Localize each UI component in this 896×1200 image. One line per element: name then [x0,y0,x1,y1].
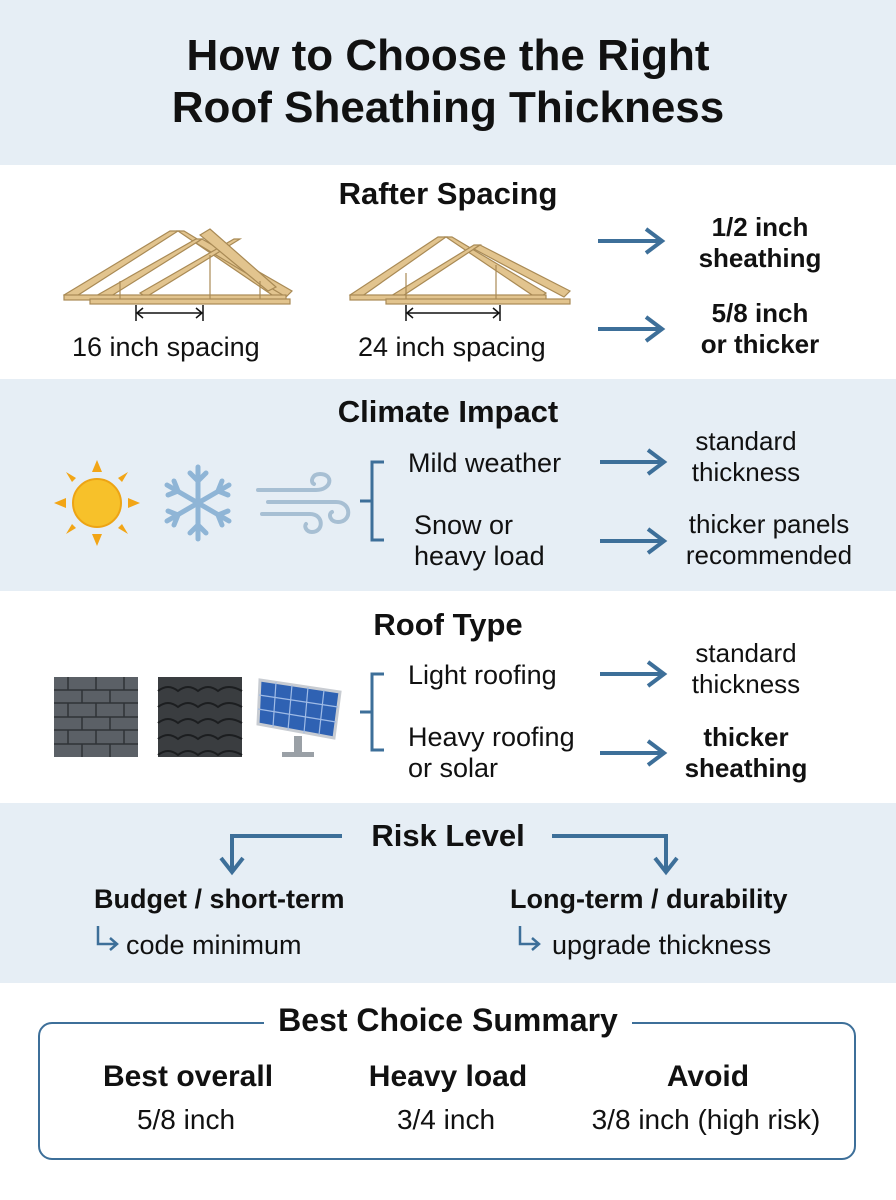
spacing-16-label: 16 inch spacing [72,332,260,362]
wind-icon [254,470,354,540]
rafter-result-2-line-1: 5/8 inch [711,298,809,328]
roof-result-1-line-1: standard [695,638,797,668]
climate-result-2 [664,509,874,571]
rafter-result-2 [680,298,840,360]
roof-result-1 [666,638,826,700]
summary-heading-text: Best Choice Summary [264,1002,632,1038]
page-title [0,30,896,134]
title-line-2: Roof Sheathing Thickness [171,83,725,132]
arrow-right-icon [596,738,676,768]
risk-left-heading: Budget / short-term [94,884,345,914]
arrow-right-icon [594,226,674,256]
arrow-right-icon [594,314,674,344]
climate-result-2-line-2: recommended [685,540,853,570]
roof-type-heading: Roof Type [373,607,523,642]
summary-heading [0,1002,896,1039]
roof-result-1-line-2: thickness [691,669,801,699]
asphalt-shingles-icon [54,677,138,757]
sun-icon [52,458,142,548]
roof-condition-2-line-1: Heavy roofing [408,722,575,752]
roof-condition-1: Light roofing [408,660,557,690]
bracket-icon [360,664,400,754]
spacing-24-label: 24 inch spacing [358,332,546,362]
risk-left-sub: code minimum [126,930,302,960]
summary-heavy-load-value: 3/4 inch [396,1104,496,1135]
snowflake-icon [156,461,240,545]
title-line-1: How to Choose the Right [186,31,710,80]
rafter-result-1-line-2: sheathing [698,243,822,273]
climate-result-1 [666,426,826,488]
climate-heading: Climate Impact [337,394,559,429]
roof-result-2-line-1: thicker [703,722,789,752]
spacing-24-dimension [404,303,564,323]
sub-arrow-icon [514,924,544,954]
climate-result-2-line-1: thicker panels [688,509,850,539]
summary-best-overall-heading: Best overall [102,1060,274,1093]
arrow-right-icon [596,659,676,689]
climate-condition-2 [414,510,545,572]
summary-avoid-heading: Avoid [666,1060,750,1093]
climate-condition-2-line-1: Snow or [414,510,514,540]
tile-roof-icon [158,677,242,757]
solar-panel-icon [256,672,346,762]
roof-result-2 [666,722,826,784]
rafter-result-1 [680,212,840,274]
roof-result-2-line-2: sheathing [684,753,808,783]
climate-condition-1: Mild weather [408,448,562,478]
summary-heavy-load-heading: Heavy load [368,1060,528,1093]
climate-result-1-line-2: thickness [691,457,801,487]
summary-avoid-value: 3/8 inch (high risk) [591,1104,821,1135]
arrow-right-icon [596,447,676,477]
truss-16-icon [60,215,290,315]
spacing-16-dimension [134,303,294,323]
risk-right-heading: Long-term / durability [510,884,788,914]
bracket-icon [360,452,400,542]
risk-heading: Risk Level [371,818,525,853]
roof-condition-2-line-2: or solar [408,753,499,783]
truss-24-icon [346,215,576,315]
climate-result-1-line-1: standard [695,426,797,456]
arrow-down-left-icon [216,826,376,876]
summary-best-overall-value: 5/8 inch [136,1104,236,1135]
rafter-heading: Rafter Spacing [338,176,558,211]
arrow-down-right-icon [548,826,708,876]
risk-right-sub: upgrade thickness [552,930,772,960]
rafter-result-2-line-2: or thicker [700,329,820,359]
rafter-result-1-line-1: 1/2 inch [711,212,809,242]
climate-condition-2-line-2: heavy load [414,541,545,571]
roof-condition-2 [408,722,575,784]
sub-arrow-icon [92,924,122,954]
